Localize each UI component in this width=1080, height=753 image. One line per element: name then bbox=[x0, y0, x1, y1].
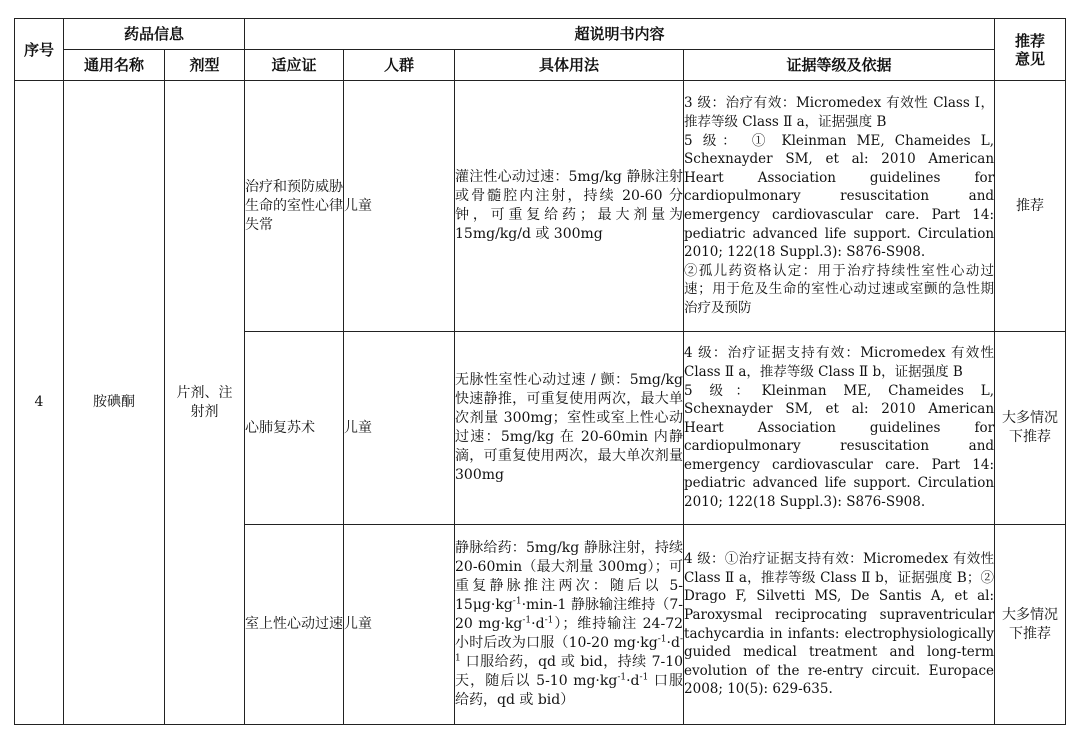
header-generic-name: 通用名称 bbox=[64, 50, 165, 81]
cell-usage bbox=[455, 525, 684, 725]
cell-evidence bbox=[684, 81, 995, 332]
cell-population: 儿童 bbox=[344, 525, 455, 725]
superscript: -1 bbox=[544, 615, 554, 626]
superscript: -1 bbox=[522, 615, 532, 626]
evidence-line: 5 级：Kleinman ME, Chameides L, Schexnayder SM, et al: 2010 American Heart Association guidelines for cardiopulmonary resuscitation and emergency cardiovascular care. Part 14: pediatric advanced life support. Circulation 2010; 122(18 Suppl.3): S876-S908. bbox=[684, 382, 995, 511]
cell-usage: 无脉性室性心动过速 / 颤：5mg/kg 快速静推，可重复使用两次，最大单次剂量 300mg；室性或室上性心动过速：5mg/kg 在 20-60min 内静滴，可重复使用两次，最大单次剂量 300mg bbox=[455, 332, 684, 525]
superscript: -1 bbox=[639, 672, 649, 683]
cell-evidence bbox=[684, 332, 995, 525]
cell-recommendation: 推荐 bbox=[995, 81, 1066, 332]
header-seq: 序号 bbox=[15, 19, 64, 81]
header-recommendation bbox=[995, 19, 1066, 81]
evidence-line: 4 级：治疗证据支持有效：Micromedex 有效性 Class Ⅱ a，推荐等级 Class Ⅱ b，证据强度 B bbox=[684, 345, 995, 380]
dosage-form-text: 片剂、注射剂 bbox=[176, 384, 233, 420]
header-indication: 适应证 bbox=[245, 50, 344, 81]
usage-text: 静脉给药：5mg/kg 静脉注射，持续 20-60min（最大剂量 300mg）；可重复静脉推注两次：随后以 5-15μg·kg bbox=[455, 540, 684, 613]
cell-indication: 室上性心动过速 bbox=[245, 525, 344, 725]
header-drug-info: 药品信息 bbox=[64, 19, 245, 50]
table-row bbox=[15, 81, 1066, 332]
header-row-2 bbox=[15, 50, 1066, 81]
superscript: -1 bbox=[657, 634, 667, 645]
usage-text: ·min-1 静脉输注维持（7-20 mg·kg bbox=[455, 597, 684, 632]
recommendation-text: 大多情况下推荐 bbox=[1002, 606, 1059, 642]
superscript: -1 bbox=[512, 596, 522, 607]
evidence-line: 3 级：治疗有效：Micromedex 有效性 Class Ⅰ，推荐等级 Class Ⅱ a，证据强度 B bbox=[684, 95, 995, 131]
cell-population: 儿童 bbox=[344, 81, 455, 332]
usage-text: ）；维持输注 24-72 小时后改为口服（10-20 mg·kg bbox=[455, 616, 684, 651]
header-row-1 bbox=[15, 19, 1066, 50]
header-off-label-content: 超说明书内容 bbox=[245, 19, 995, 50]
off-label-drug-table bbox=[14, 18, 1066, 725]
evidence-line: 4 级：①治疗证据支持有效：Micromedex 有效性 Class Ⅱ a，推荐等级 Class Ⅱ b，证据强度 B；② Drago F, Silvetti MS, De Santis A, et al: Paroxysmal reciprocating supraventricular tachycardia in infants: electrophysiologically guided medical treatment and long-term evolution of the re-entry circuit. Europace 2008; 10(5): 629-635. bbox=[684, 551, 995, 698]
cell-generic-name: 胺碘酮 bbox=[64, 81, 165, 725]
usage-text: 口服给药，qd 或 bid，持续 7-10 天，随后以 5-10 mg·kg bbox=[455, 654, 684, 689]
recommendation-text: 大多情况下推荐 bbox=[1002, 410, 1059, 445]
cell-indication: 治疗和预防威胁生命的室性心律失常 bbox=[245, 81, 344, 332]
evidence-line: ②孤儿药资格认定：用于治疗持续性室性心动过速；用于危及生命的室性心动过速或室颤的急性期治疗及预防 bbox=[684, 262, 995, 316]
cell-usage: 灌注性心动过速：5mg/kg 静脉注射或骨髓腔内注射，持续 20-60 分钟，可重复给药；最大剂量为 15mg/kg/d 或 300mg bbox=[455, 81, 684, 332]
superscript: -1 bbox=[617, 672, 627, 683]
usage-text: ·d bbox=[531, 616, 545, 632]
cell-recommendation bbox=[995, 332, 1066, 525]
cell-seq: 4 bbox=[15, 81, 64, 725]
usage-text: ·d bbox=[666, 635, 680, 651]
cell-recommendation bbox=[995, 525, 1066, 725]
header-dosage-form: 剂型 bbox=[165, 50, 245, 81]
evidence-line: 5 级： ① Kleinman ME, Chameides L, Schexnayder SM, et al: 2010 American Heart Association guidelines for cardiopulmonary resuscitation and emergency cardiovascular care. Part 14: pediatric advanced life support. Circulation 2010; 122(18 Suppl.3): S876-S908. bbox=[684, 132, 995, 261]
header-evidence: 证据等级及依据 bbox=[684, 50, 995, 81]
cell-population: 儿童 bbox=[344, 332, 455, 525]
usage-text: ·d bbox=[626, 673, 640, 689]
header-recommendation-text: 推荐意见 bbox=[1015, 31, 1046, 68]
cell-dosage-form bbox=[165, 81, 245, 725]
cell-indication: 心肺复苏术 bbox=[245, 332, 344, 525]
usage-text: 口服给药，qd 或 bid） bbox=[455, 673, 683, 708]
cell-evidence bbox=[684, 525, 995, 725]
header-usage: 具体用法 bbox=[455, 50, 684, 81]
header-population: 人群 bbox=[344, 50, 455, 81]
superscript: -1 bbox=[455, 634, 684, 664]
